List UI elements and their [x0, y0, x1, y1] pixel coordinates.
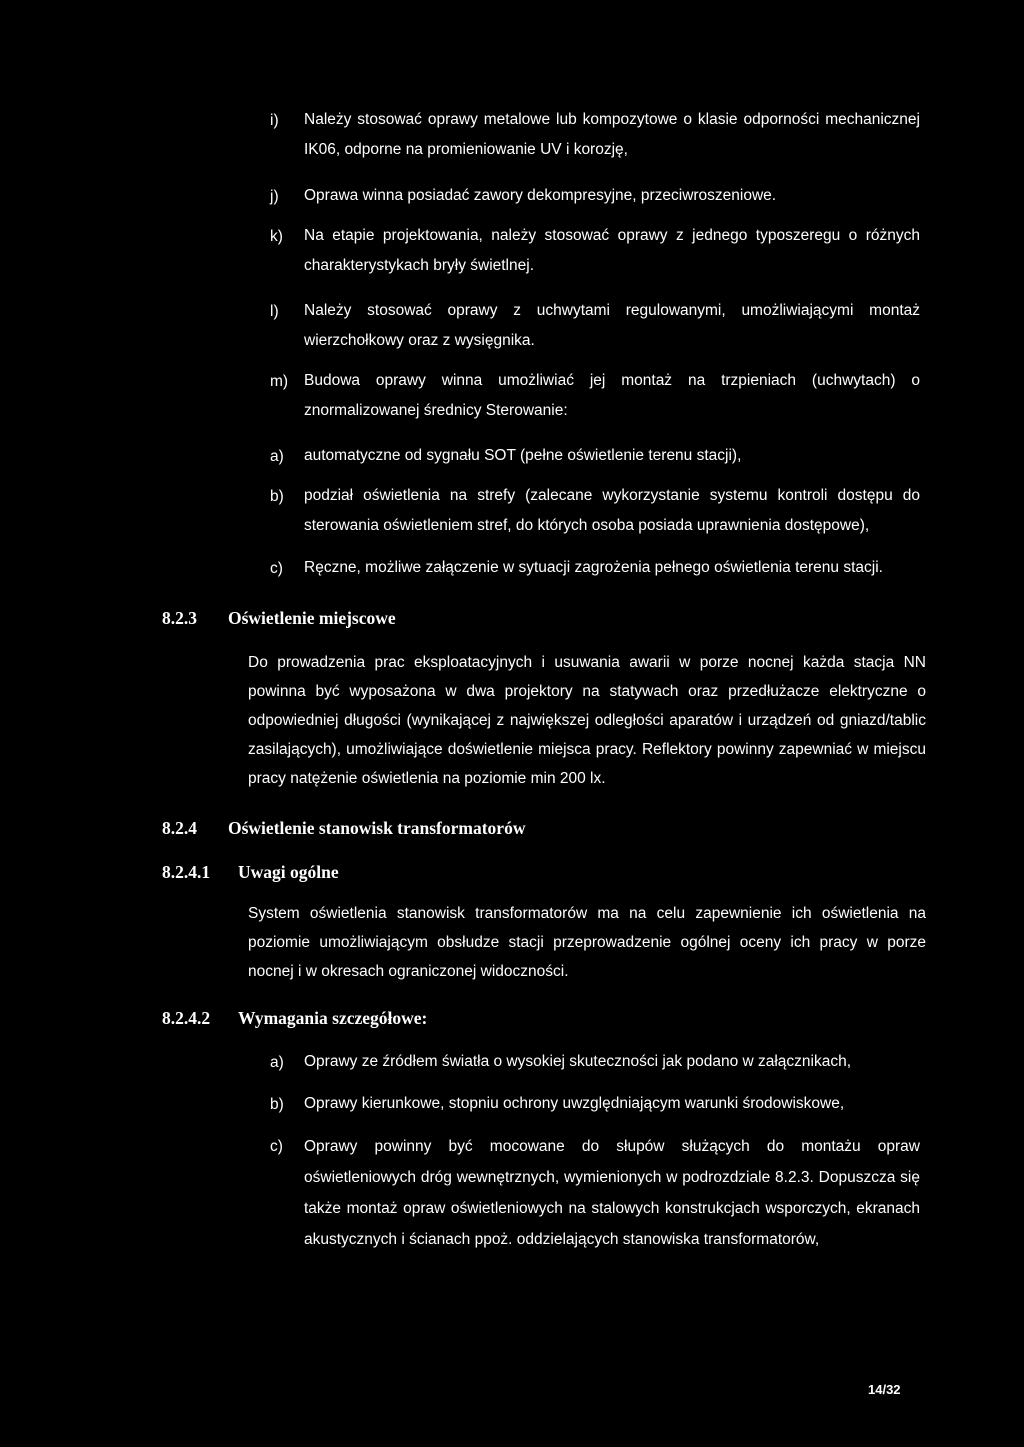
list-text: Należy stosować oprawy metalowe lub kompozytowe o klasie odporności mechanicznej IK06, odporne na promieniowanie UV i korozję, [304, 111, 920, 158]
section-number: 8.2.3 [162, 608, 197, 628]
list-marker: m) [270, 373, 289, 390]
section-heading [162, 1008, 427, 1029]
paragraph: System oświetlenia stanowisk transformatorów ma na celu zapewnienie ich oświetlenia na poziomie umożliwiającym obsłudze stacji przeprowadzenie ogólnej oceny ich pracy w porze nocnej i w okresach ograniczonej widoczności. [248, 905, 926, 980]
list-item [270, 448, 920, 471]
list-item [270, 373, 920, 426]
list-marker: c) [270, 1138, 283, 1155]
list-marker: b) [270, 1096, 284, 1113]
paragraph: Do prowadzenia prac eksploatacyjnych i usuwania awarii w porze nocnej każda stacja NN powinna być wyposażona w dwa projektory na statywach oraz przedłużacze elektryczne o odpowiedniej długości (wynikającej z największej odległości aparatów i urządzeń od gniazd/tablic zasilających), umożliwiające doświetlenie miejsca pracy. Reflektory powinny zapewniać w miejscu pracy natężenie oświetlenia na poziomie min 200 lx. [248, 654, 926, 787]
list-text: Oprawa winna posiadać zawory dekompresyjne, przeciwroszeniowe. [304, 187, 777, 204]
list-text: automatyczne od sygnału SOT (pełne oświetlenie terenu stacji), [304, 447, 742, 464]
list-item [270, 560, 920, 580]
list-item [270, 1054, 920, 1077]
list-marker: k) [270, 228, 283, 245]
section-title: Oświetlenie miejscowe [228, 608, 396, 628]
list-text: podział oświetlenia na strefy (zalecane wykorzystanie systemu kontroli dostępu do sterowania oświetleniem stref, do których osoba posiada uprawnienia dostępowe), [304, 487, 920, 534]
list-item [270, 112, 920, 165]
section-title: Oświetlenie stanowisk transformatorów [228, 818, 526, 838]
page-number: 14/32 [868, 1382, 901, 1397]
list-item [270, 303, 920, 356]
list-marker: j) [270, 188, 279, 205]
list-text: Na etapie projektowania, należy stosować oprawy z jednego typoszeregu o różnych charakterystykach bryły świetlnej. [304, 227, 920, 274]
section-number: 8.2.4.2 [162, 1008, 211, 1028]
section-heading [162, 818, 525, 839]
section-title: Wymagania szczegółowe: [238, 1008, 428, 1028]
list-text: Budowa oprawy winna umożliwiać jej montaż na trzpieniach (uchwytach) o znormalizowanej średnicy Sterowanie: [304, 372, 920, 419]
list-marker: c) [270, 560, 283, 577]
list-text: Oprawy powinny być mocowane do słupów służących do montażu opraw oświetleniowych dróg wewnętrznych, wymienionych w podrozdziale 8.2.3. Dopuszcza się także montaż opraw oświetleniowych na stalowych konstrukcjach wsporczych, ekranach akustycznych i ścianach ppoż. oddzielających stanowiska transformatorów, [304, 1138, 920, 1248]
list-text: Ręczne, możliwe załączenie w sytuacji zagrożenia pełnego oświetlenia terenu stacji. [304, 559, 883, 576]
section-title: Uwagi ogólne [238, 862, 339, 882]
list-item [270, 228, 920, 281]
list-marker: i) [270, 112, 279, 129]
list-text: Oprawy ze źródłem światła o wysokiej skuteczności jak podano w załącznikach, [304, 1053, 852, 1070]
list-item [270, 1096, 920, 1119]
list-item [270, 488, 920, 541]
section-heading [162, 862, 339, 883]
list-text: Należy stosować oprawy z uchwytami regulowanymi, umożliwiającymi montaż wierzchołkowy oraz z wysięgnika. [304, 302, 920, 349]
list-marker: a) [270, 448, 284, 465]
list-marker: b) [270, 488, 284, 505]
section-number: 8.2.4.1 [162, 862, 211, 882]
list-marker: l) [270, 303, 279, 320]
list-item [270, 1138, 920, 1255]
list-text: Oprawy kierunkowe, stopniu ochrony uwzględniającym warunki środowiskowe, [304, 1095, 845, 1112]
section-heading [162, 608, 396, 629]
list-marker: a) [270, 1054, 284, 1071]
section-number: 8.2.4 [162, 818, 197, 838]
list-item [270, 188, 920, 211]
